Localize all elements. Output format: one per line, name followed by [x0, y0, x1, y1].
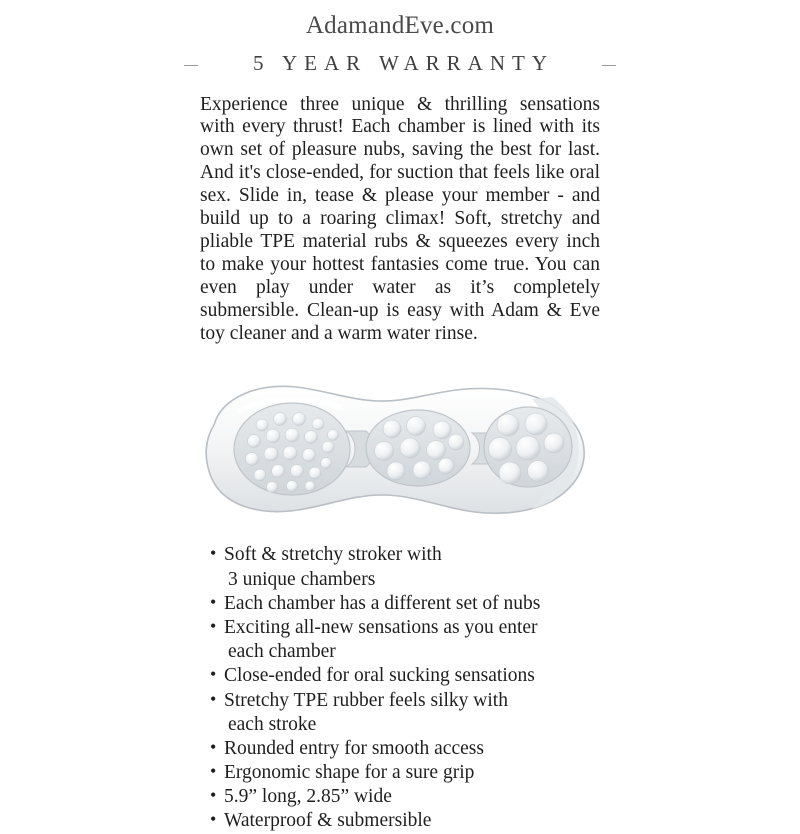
bullet-icon: •	[210, 591, 217, 612]
feature-text-line2: each chamber	[228, 641, 336, 663]
feature-text-line2: 3 unique chambers	[228, 568, 376, 590]
brand-title: AdamandEve.com	[305, 12, 495, 39]
list-item	[210, 761, 600, 785]
list-item	[210, 785, 600, 809]
feature-text: Ergonomic shape for a sure grip	[224, 762, 475, 784]
list-item	[210, 592, 600, 616]
bullet-icon: •	[210, 809, 217, 830]
bullet-icon: •	[210, 615, 217, 636]
product-image	[200, 367, 600, 527]
feature-text-line2: each stroke	[228, 713, 317, 735]
list-item	[210, 543, 600, 591]
bullet-icon: •	[210, 688, 217, 709]
warranty-label: 5 YEAR WARRANTY	[252, 50, 554, 75]
divider-left	[184, 65, 198, 66]
feature-text: Each chamber has a different set of nubs	[224, 592, 541, 614]
list-item	[210, 737, 600, 761]
feature-text: Close-ended for oral sucking sensations	[224, 665, 535, 687]
list-item	[210, 809, 600, 833]
feature-list	[200, 543, 600, 833]
warranty-banner	[200, 52, 600, 82]
product-description: Experience three unique & thrilling sensations with every thrust! Each chamber is lined with its own set of pleasure nubs, saving the best for last. And it's close-ended, for suction that feels like oral sex. Slide in, tease & please your member - and build up to a roaring climax! Soft, stretchy and pliable TPE material rubs & squeezes every inch to make your hottest fantasies come true. You can even play under water as it’s completely submersible. Clean-up is easy with Adam & Eve toy cleaner and a warm water rinse.	[200, 93, 600, 344]
feature-text: Exciting all-new sensations as you enter	[224, 616, 538, 638]
feature-text: Stretchy TPE rubber feels silky with	[224, 689, 508, 711]
bullet-icon: •	[210, 543, 217, 564]
list-item	[210, 664, 600, 688]
feature-text: Soft & stretchy stroker with	[224, 544, 442, 566]
feature-text: Waterproof & submersible	[224, 810, 432, 832]
bullet-icon: •	[210, 736, 217, 757]
list-item	[210, 616, 600, 664]
bullet-icon: •	[210, 664, 217, 685]
bullet-icon: •	[210, 761, 217, 782]
bullet-icon: •	[210, 785, 217, 806]
list-item	[210, 689, 600, 737]
feature-text: 5.9” long, 2.85” wide	[224, 786, 392, 808]
divider-right	[602, 65, 616, 66]
feature-text: Rounded entry for smooth access	[224, 737, 484, 759]
